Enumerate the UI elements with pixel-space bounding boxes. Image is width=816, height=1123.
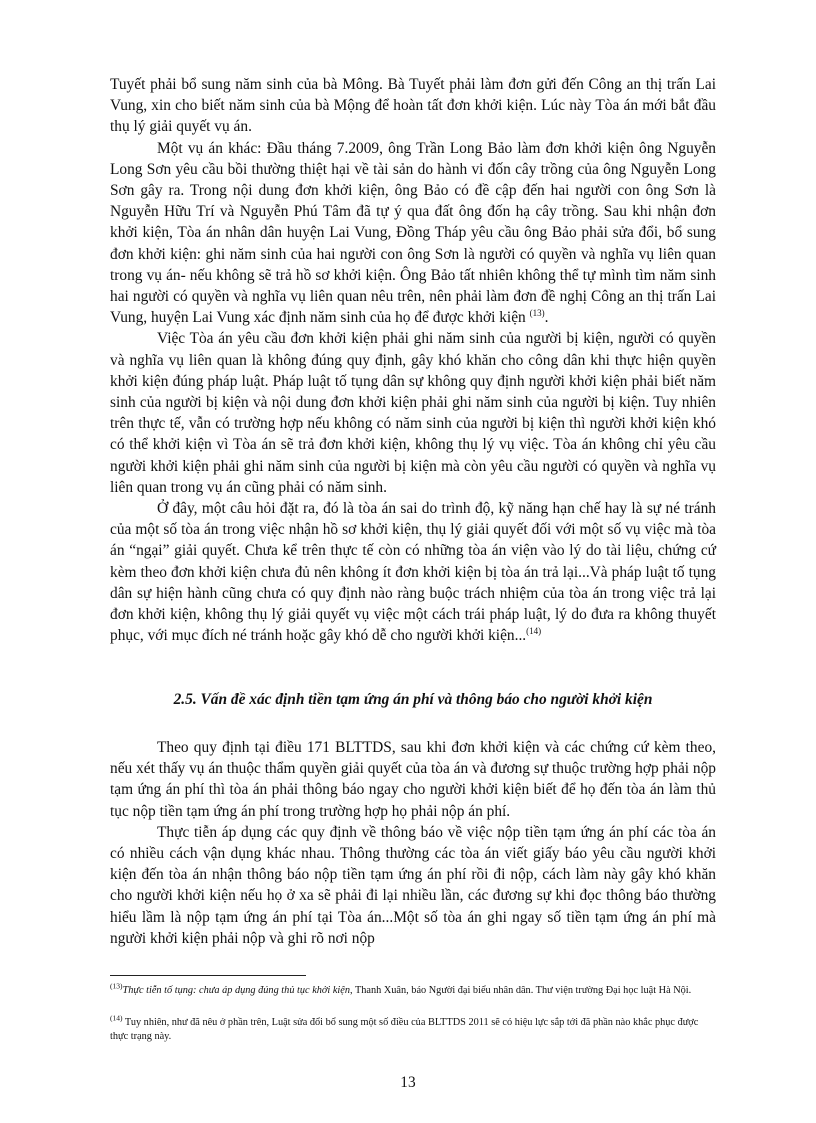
section-body — [110, 737, 716, 949]
footnote-ref-14: (14) — [526, 626, 542, 637]
paragraph-5: Theo quy định tại điều 171 BLTTDS, sau khi đơn khởi kiện và các chứng cứ kèm theo, nếu xét thấy vụ án thuộc thẩm quyền giải quyết của tòa án và đương sự thuộc trường hợp phải nộp tạm ứng án phí thì tòa án phải thông báo ngay cho người khởi kiện biết để họ đến tòa án làm thủ tục nộp tiền tạm ứng án phí trong trường hợp họ phải nộp án phí. — [110, 739, 716, 820]
body-text — [110, 74, 716, 646]
footnote-14-text: Tuy nhiên, như đã nêu ở phần trên, Luật sửa đổi bổ sung một số điều của BLTTDS 2011 sẽ có hiệu lực sắp tới đã phần nào khắc phục được thực trạng này. — [110, 1017, 699, 1042]
paragraph-4-text: Ở đây, một câu hỏi đặt ra, đó là tòa án sai do trình độ, kỹ năng hạn chế hay là sự né tránh của một số tòa án trong việc nhận hồ sơ khởi kiện, thụ lý giải quyết đối với một số vụ việc mà tòa án “ngại” giải quyết. Chưa kể trên thực tế còn có những tòa án viện vào lý do tài liệu, chứng cứ kèm theo đơn khởi kiện chưa đủ nên không ít đơn khởi kiện bị tòa án trả lại...Và pháp luật tố tụng dân sự hiện hành cũng chưa có quy định nào ràng buộc trách nhiệm của tòa án trong việc trả lại đơn khởi kiện, không thụ lý giải quyết vụ việc một cách trái pháp luật, lý do đưa ra không thuyết phục, với mục đích né tránh hoặc gây khó dễ cho người khởi kiện... — [110, 500, 716, 645]
paragraph-2 — [110, 138, 716, 329]
footnote-divider — [110, 975, 306, 976]
footnote-13-title: Thực tiễn tố tụng: chưa áp dụng đúng thủ tục khởi kiện — [122, 985, 350, 996]
footnote-13-rest: , Thanh Xuân, báo Người đại biểu nhân dân. Thư viện trường Đại học luật Hà Nội. — [350, 985, 692, 996]
paragraph-4 — [110, 498, 716, 646]
paragraph-2-end: . — [544, 309, 549, 327]
paragraph-3: Việc Tòa án yêu cầu đơn khởi kiện phải ghi năm sinh của người bị kiện, người có quyền và nghĩa vụ liên quan là không đúng quy định, gây khó khăn cho công dân khi thực hiện quyền khởi kiện đúng pháp luật. Pháp luật tố tụng dân sự không quy định người khởi kiện phải biết năm sinh của người bị kiện và nội dung đơn khởi kiện phải ghi năm sinh của người bị kiện. Tuy nhiên trên thực tế, vẫn có trường hợp nếu không có năm sinh của người bị kiện thì người khởi kiện khó có thể khởi kiện vì Tòa án sẽ trả đơn khởi kiện, không thụ lý vụ việc. Tòa án không chỉ yêu cầu người khởi kiện phải ghi năm sinh của người bị kiện mà còn yêu cầu người có quyền và nghĩa vụ liên quan trong vụ án cũng phải có năm sinh. — [110, 330, 716, 496]
footnote-ref-13: (13) — [529, 308, 545, 319]
section-heading: 2.5. Vấn đề xác định tiền tạm ứng án phí và thông báo cho người khởi kiện — [173, 691, 653, 708]
paragraph-2-text: Một vụ án khác: Đầu tháng 7.2009, ông Trần Long Bảo làm đơn khởi kiện ông Nguyễn Long Sơn yêu cầu bồi thường thiệt hại về tài sản do hành vi đốn cây trồng của ông Nguyễn Long Sơn gây ra. Trong nội dung đơn khởi kiện, ông Bảo có đề cập đến hai người con ông Sơn là Nguyễn Hữu Trí và Nguyễn Phú Tâm đã tự ý qua đất ông đốn hạ cây trồng. Sau khi nhận đơn khởi kiện, Tòa án nhân dân huyện Lai Vung, Đồng Tháp yêu cầu ông Bảo phải sửa đổi, bổ sung đơn khởi kiện: ghi năm sinh của hai người con ông Sơn là người có quyền và nghĩa vụ liên quan trong vụ án- nếu không sẽ trả hồ sơ khởi kiện. Ông Bảo tất nhiên không thể tự mình tìm năm sinh hai người có quyền và nghĩa vụ liên quan nêu trên, nên phải làm đơn đề nghị Công an thị trấn Lai Vung, huyện Lai Vung xác định năm sinh của họ để được khởi kiện — [110, 139, 716, 327]
paragraph-1: Tuyết phải bổ sung năm sinh của bà Mông. Bà Tuyết phải làm đơn gửi đến Công an thị trấn Lai Vung, xin cho biết năm sinh của bà Mộng để hoàn tất đơn khởi kiện. Lúc này Tòa án mới bắt đầu thụ lý giải quyết vụ án. — [110, 76, 716, 136]
footnote-14-mark: (14) — [110, 1013, 123, 1023]
page-number: 13 — [400, 1074, 416, 1091]
footnote-13-mark: (13) — [110, 981, 123, 991]
paragraph-6: Thực tiễn áp dụng các quy định về thông báo về việc nộp tiền tạm ứng án phí các tòa án có nhiều cách vận dụng khác nhau. Thông thường các tòa án viết giấy báo yêu cầu người khởi kiện đến tòa án nhận thông báo nộp tiền tạm ứng án phí rồi đi nộp, cách làm này gây khó khăn cho người khởi kiện nếu họ ở xa sẽ phải đi lại nhiều lần, các đương sự khi đọc thông báo thường hiểu lầm là nộp tạm ứng án phí tại Tòa án...Một số tòa án ghi ngay số tiền tạm ứng án phí mà người khởi kiện phải nộp và ghi rõ nơi nộp — [110, 823, 716, 947]
footnote-14 — [110, 1013, 716, 1044]
footnote-13 — [110, 981, 716, 998]
